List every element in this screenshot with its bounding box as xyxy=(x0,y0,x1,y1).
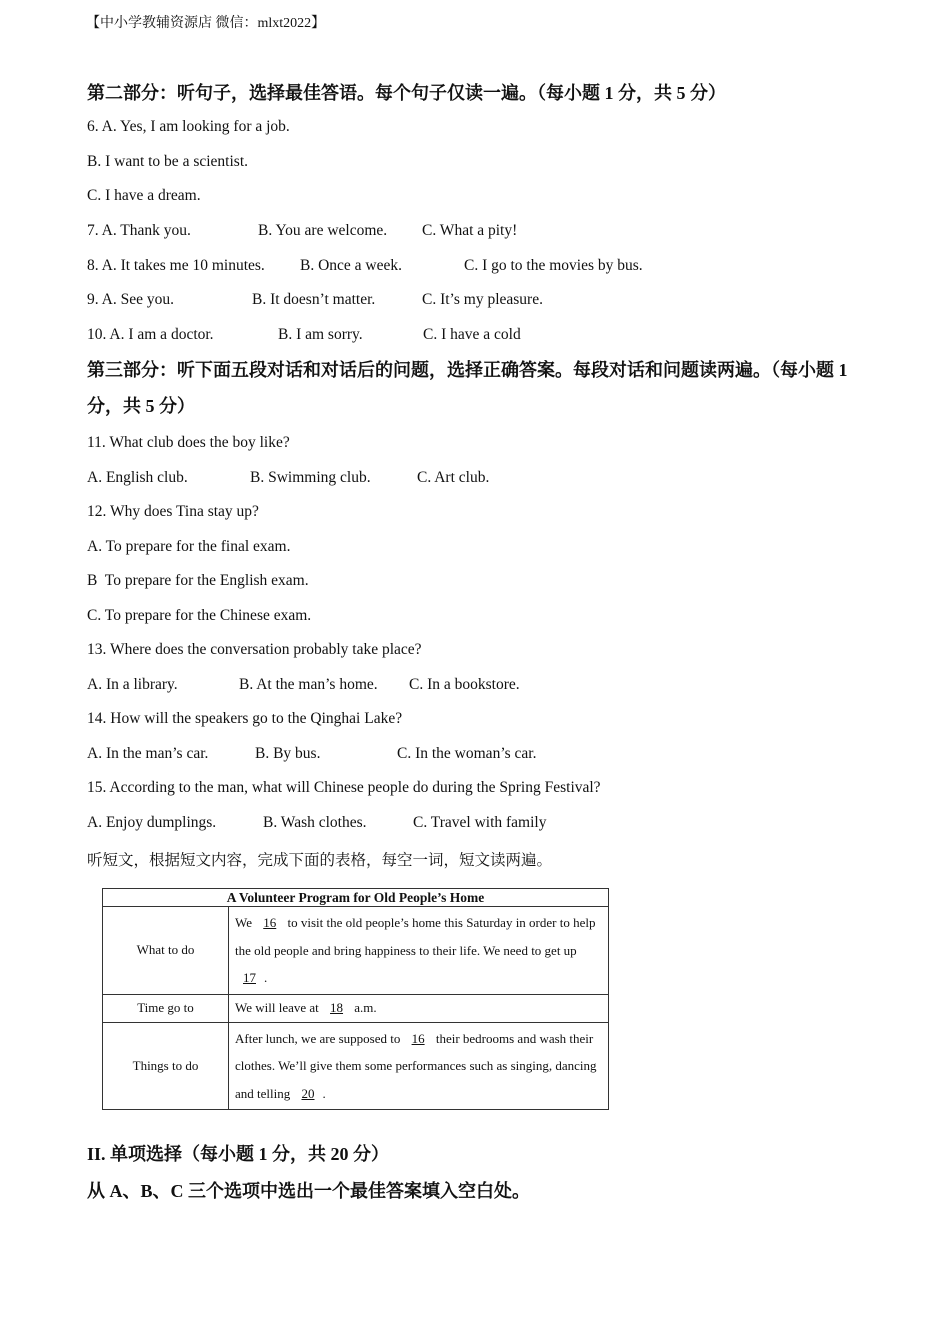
blank-20: 20 xyxy=(301,1085,315,1101)
q11-option-c: C. Art club. xyxy=(417,469,490,486)
row-content-things-to-do xyxy=(229,1022,609,1110)
blank-16-repeat: 16 xyxy=(411,1030,425,1046)
row-content-what-to-do xyxy=(229,907,609,995)
row-label-time: Time go to xyxy=(103,994,229,1022)
q13-option-b: B. At the man’s home. xyxy=(239,676,378,693)
q14-option-b: B. By bus. xyxy=(255,745,321,762)
q12-question: 12. Why does Tina stay up? xyxy=(87,503,259,520)
q13-options xyxy=(87,676,787,696)
q12-option-c: C. To prepare for the Chinese exam. xyxy=(87,607,312,624)
q9-option-c: C. It’s my pleasure. xyxy=(422,291,543,308)
q11-options xyxy=(87,469,787,489)
q15-option-a: A. Enjoy dumplings. xyxy=(87,814,217,831)
q14-options xyxy=(87,745,787,765)
row1-text-2: to visit the old people’s home this Saturday in order to help the old people and bring happiness to their life. We need to get up xyxy=(235,915,596,958)
q8-option-a: 8. A. It takes me 10 minutes. xyxy=(87,257,265,274)
q11-question: 11. What club does the boy like? xyxy=(87,434,290,451)
table-row xyxy=(103,994,609,1022)
q9-option-a: 9. A. See you. xyxy=(87,291,174,308)
q9-option-b: B. It doesn’t matter. xyxy=(252,291,376,308)
q8-option-b: B. Once a week. xyxy=(300,257,402,274)
q12-option-a: A. To prepare for the final exam. xyxy=(87,538,291,555)
table-row xyxy=(103,1022,609,1110)
q7-option-b: B. You are welcome. xyxy=(258,222,388,239)
q9-row xyxy=(87,291,787,311)
q6-option-a: 6. A. Yes, I am looking for a job. xyxy=(87,118,290,135)
blank-16: 16 xyxy=(263,915,277,930)
q10-option-a: 10. A. I am a doctor. xyxy=(87,326,214,343)
table-title: A Volunteer Program for Old People’s Home xyxy=(103,889,609,907)
row-content-time xyxy=(229,994,609,1022)
section2-instruction: 从 A、B、C 三个选项中选出一个最佳答案填入空白处。 xyxy=(87,1181,531,1201)
row3-text-1: After lunch, we are supposed to xyxy=(235,1030,401,1046)
row2-text-1: We will leave at xyxy=(235,999,319,1015)
q14-option-c: C. In the woman’s car. xyxy=(397,745,537,762)
q15-option-b: B. Wash clothes. xyxy=(263,814,367,831)
part4-instruction: 听短文，根据短文内容，完成下面的表格，每空一词，短文读两遍。 xyxy=(87,852,553,869)
part2-heading: 第二部分：听句子，选择最佳答语。每个句子仅读一遍。（每小题 1 分，共 5 分） xyxy=(87,83,726,103)
q10-option-b: B. I am sorry. xyxy=(278,326,363,343)
q11-option-b: B. Swimming club. xyxy=(250,469,371,486)
q14-question: 14. How will the speakers go to the Qinghai Lake? xyxy=(87,710,403,727)
q15-options xyxy=(87,814,787,834)
q11-option-a: A. English club. xyxy=(87,469,188,486)
q8-row xyxy=(87,257,787,277)
row1-text-1: We xyxy=(235,915,252,930)
q6-option-c: C. I have a dream. xyxy=(87,187,201,204)
row2-text-2: a.m. xyxy=(354,999,377,1015)
q15-question: 15. According to the man, what will Chinese people do during the Spring Festival? xyxy=(87,779,601,796)
section2-heading: II. 单项选择（每小题 1 分，共 20 分） xyxy=(87,1144,390,1164)
q7-option-c: C. What a pity! xyxy=(422,222,518,239)
row-label-things-to-do: Things to do xyxy=(103,1022,229,1110)
q8-option-c: C. I go to the movies by bus. xyxy=(464,257,643,274)
q15-option-c: C. Travel with family xyxy=(413,814,547,831)
row1-text-3: . xyxy=(264,970,268,985)
q13-option-a: A. In a library. xyxy=(87,676,178,693)
blank-17: 17 xyxy=(243,970,256,985)
q12-option-b: B To prepare for the English exam. xyxy=(87,572,309,589)
q7-option-a: 7. A. Thank you. xyxy=(87,222,191,239)
q7-row xyxy=(87,222,787,242)
q13-question: 13. Where does the conversation probably take place? xyxy=(87,641,422,658)
part3-heading: 第三部分：听下面五段对话和对话后的问题，选择正确答案。每段对话和问题读两遍。（每小题 1 分，共 5 分） xyxy=(87,360,848,416)
volunteer-table xyxy=(102,888,609,1110)
q13-option-c: C. In a bookstore. xyxy=(409,676,520,693)
header-note: 【中小学教辅资源店 微信：mlxt2022】 xyxy=(86,16,326,31)
blank-18: 18 xyxy=(330,999,344,1015)
q10-row xyxy=(87,326,787,346)
q6-option-b: B. I want to be a scientist. xyxy=(87,153,248,170)
q14-option-a: A. In the man’s car. xyxy=(87,745,209,762)
q10-option-c: C. I have a cold xyxy=(423,326,521,343)
row3-text-3: . xyxy=(322,1085,326,1101)
row-label-what-to-do: What to do xyxy=(103,907,229,995)
row3-text-2: their bedrooms and wash their clothes. We’ll give them some performances such as singing, dancing and telling xyxy=(235,1030,597,1101)
table-row xyxy=(103,907,609,995)
